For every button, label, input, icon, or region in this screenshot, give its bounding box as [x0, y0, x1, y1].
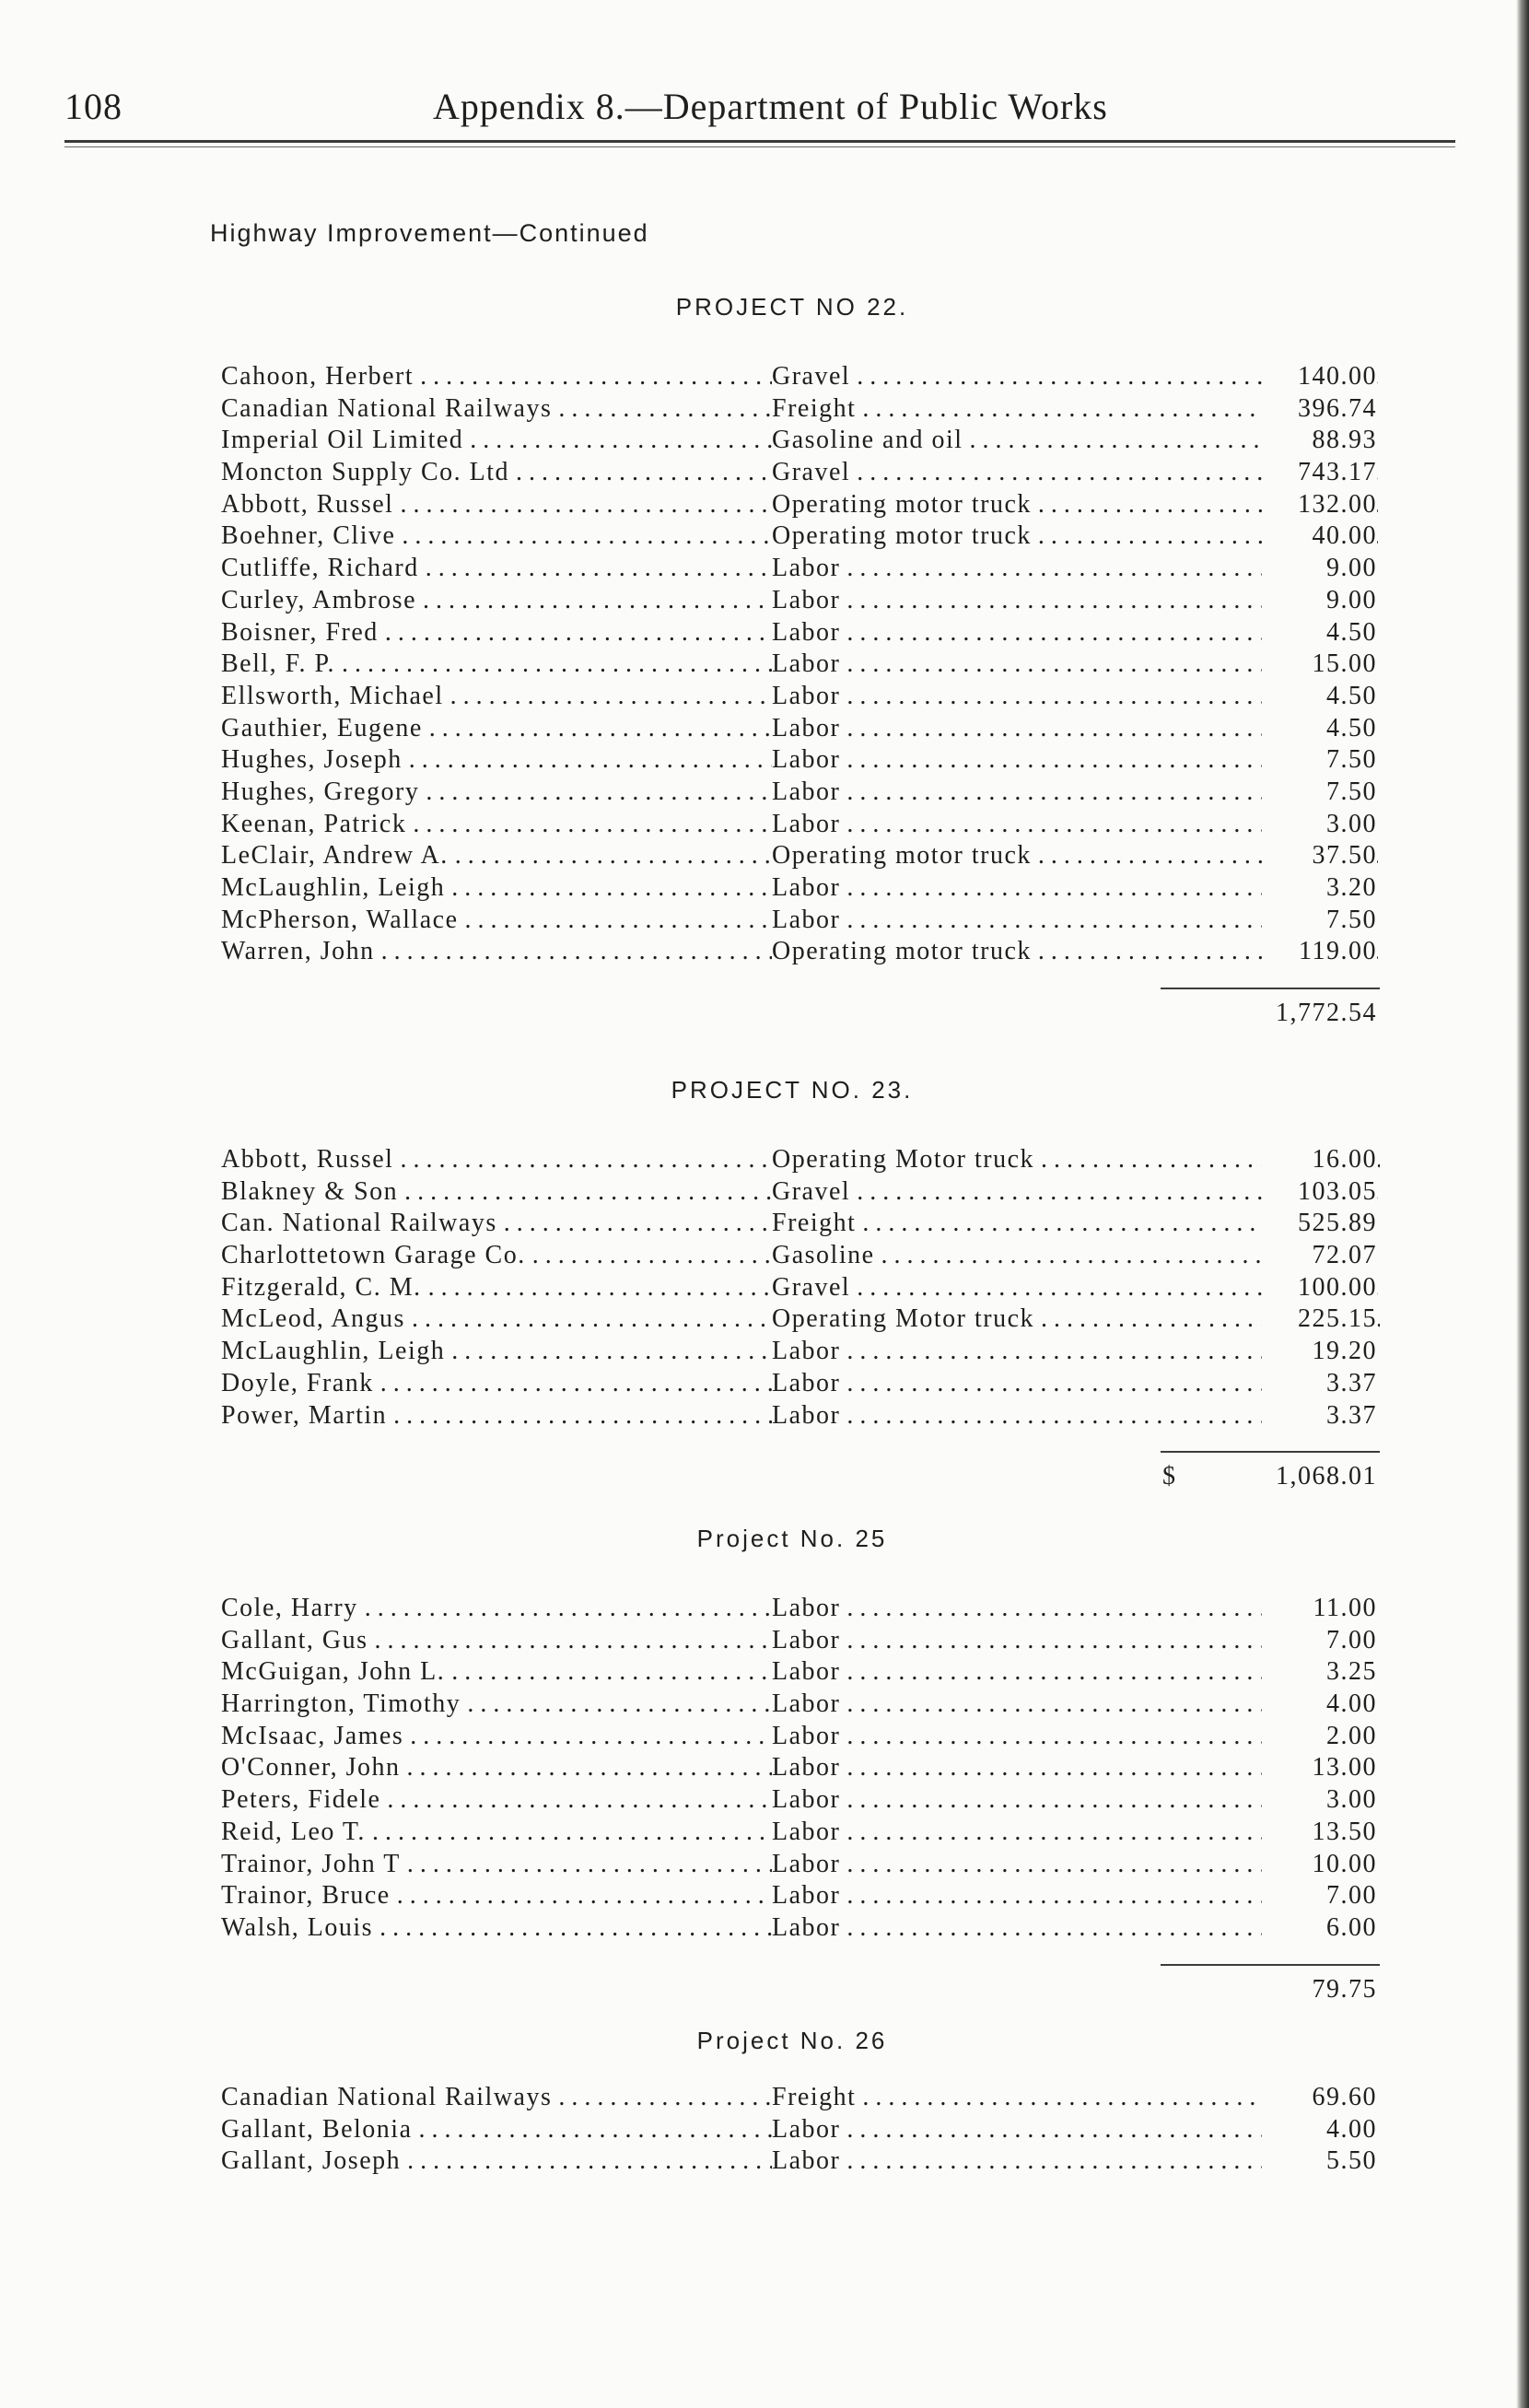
item-description: Labor . . .	[772, 1369, 1380, 1398]
entry-row	[221, 777, 1377, 810]
item-description: Labor . . .	[772, 745, 1380, 775]
subtotal-rule	[1161, 1964, 1380, 1966]
item-description: Labor . . .	[772, 649, 1380, 679]
section-title: Highway Improvement—Continued	[210, 219, 649, 247]
entry-row	[221, 1304, 1377, 1337]
item-amount: 4.50	[1262, 682, 1377, 711]
item-amount: 19.20	[1262, 1337, 1377, 1366]
payee-name: Imperial Oil Limited . . .	[221, 426, 772, 455]
total-amount: 79.75	[1312, 1974, 1377, 2004]
payee-name: McIsaac, James . . .	[221, 1722, 772, 1751]
item-amount: 396.74	[1262, 394, 1377, 424]
item-amount: 140.00	[1262, 362, 1377, 392]
project-heading: Project No. 25	[696, 1525, 888, 1552]
item-amount: 3.00	[1262, 1785, 1377, 1815]
payee-name: Cahoon, Herbert . . .	[221, 362, 772, 392]
item-description: Operating Motor truck . . .	[772, 1304, 1380, 1334]
item-description: Labor . . .	[772, 2146, 1380, 2176]
project-block	[221, 2027, 1377, 2179]
project-block	[221, 293, 1377, 1035]
item-description: Labor . . .	[772, 1913, 1380, 1943]
entry-row	[221, 1337, 1377, 1369]
payee-name: McLaughlin, Leigh . . .	[221, 873, 772, 903]
item-description: Gasoline and oil . . .	[772, 426, 1380, 455]
entry-row	[221, 521, 1377, 554]
item-amount: 100.00	[1262, 1273, 1377, 1303]
item-description: Labor . . .	[772, 1850, 1380, 1879]
project-heading: PROJECT NO. 23.	[671, 1076, 914, 1104]
subtotal-rule	[1161, 1451, 1380, 1453]
item-amount: 7.00	[1262, 1626, 1377, 1655]
entry-list	[221, 1145, 1377, 1432]
item-amount: 4.50	[1262, 714, 1377, 743]
payee-name: Hughes, Joseph . . .	[221, 745, 772, 775]
header-rule	[64, 140, 1455, 143]
entry-row	[221, 2083, 1377, 2115]
entry-row	[221, 1881, 1377, 1913]
item-amount: 119.00	[1262, 937, 1377, 966]
item-amount: 9.00	[1262, 554, 1377, 583]
payee-name: Curley, Ambrose . . .	[221, 586, 772, 615]
item-description: Labor . . .	[772, 1785, 1380, 1815]
item-amount: 37.50	[1262, 841, 1377, 871]
item-amount: 13.50	[1262, 1818, 1377, 1847]
payee-name: Ellsworth, Michael . . .	[221, 682, 772, 711]
item-amount: 4.00	[1262, 1689, 1377, 1719]
payee-name: Charlottetown Garage Co. . . .	[221, 1241, 772, 1270]
entry-row	[221, 458, 1377, 490]
item-description: Gravel . . .	[772, 1273, 1380, 1303]
item-description: Labor . . .	[772, 1401, 1380, 1431]
item-description: Labor . . .	[772, 2115, 1380, 2145]
item-amount: 72.07	[1262, 1241, 1377, 1270]
item-amount: 743.17	[1262, 458, 1377, 487]
payee-name: Gauthier, Eugene . . .	[221, 714, 772, 743]
item-amount: 2.00	[1262, 1722, 1377, 1751]
entry-row	[221, 1594, 1377, 1626]
item-description: Labor . . .	[772, 1722, 1380, 1751]
item-amount: 225.15	[1262, 1304, 1377, 1334]
item-description: Operating motor truck . . .	[772, 841, 1380, 871]
item-amount: 7.50	[1262, 777, 1377, 807]
payee-name: McPherson, Wallace . . .	[221, 906, 772, 935]
item-description: Labor . . .	[772, 810, 1380, 839]
payee-name: Bell, F. P. . . .	[221, 649, 772, 679]
entry-row	[221, 1400, 1377, 1433]
payee-name: Fitzgerald, C. M. . . .	[221, 1273, 772, 1303]
entry-row	[221, 937, 1377, 969]
entry-list	[221, 2083, 1377, 2179]
entry-row	[221, 2114, 1377, 2147]
entry-row	[221, 1912, 1377, 1946]
entry-row	[221, 713, 1377, 746]
item-amount: 40.00	[1262, 521, 1377, 551]
payee-name: Hughes, Gregory . . .	[221, 777, 772, 807]
payee-name: LeClair, Andrew A. . . .	[221, 841, 772, 871]
header-rule-thin	[64, 146, 1455, 147]
page-number: 108	[64, 86, 123, 127]
item-description: Gasoline . . .	[772, 1241, 1380, 1270]
payee-name: Keenan, Patrick . . .	[221, 810, 772, 839]
item-amount: 11.00	[1262, 1594, 1377, 1623]
item-description: Labor . . .	[772, 873, 1380, 903]
item-description: Gravel . . .	[772, 1177, 1380, 1207]
item-description: Freight . . .	[772, 1209, 1380, 1238]
entry-row	[221, 841, 1377, 873]
entry-row	[221, 1657, 1377, 1689]
item-description: Labor . . .	[772, 1881, 1380, 1911]
payee-name: Gallant, Belonia . . .	[221, 2115, 772, 2145]
entry-row	[221, 1785, 1377, 1818]
entry-row	[221, 809, 1377, 842]
item-amount: 5.50	[1262, 2146, 1377, 2176]
entry-row	[221, 1849, 1377, 1882]
entry-row	[221, 905, 1377, 938]
project-total	[221, 999, 1377, 1035]
item-description: Labor . . .	[772, 1626, 1380, 1655]
item-amount: 10.00	[1262, 1850, 1377, 1879]
item-description: Operating Motor truck . . .	[772, 1145, 1380, 1175]
item-amount: 4.00	[1262, 2115, 1377, 2145]
page-edge-shadow	[1516, 0, 1529, 2408]
payee-name: Warren, John . . .	[221, 937, 772, 966]
entry-row	[221, 1368, 1377, 1401]
payee-name: Canadian National Railways . . .	[221, 394, 772, 424]
entry-row	[221, 1241, 1377, 1273]
entry-row	[221, 1721, 1377, 1754]
entry-row	[221, 617, 1377, 650]
payee-name: Trainor, John T . . .	[221, 1850, 772, 1879]
item-amount: 7.00	[1262, 1881, 1377, 1911]
item-amount: 13.00	[1262, 1753, 1377, 1783]
entry-row	[221, 649, 1377, 682]
item-description: Freight . . .	[772, 394, 1380, 424]
item-description: Labor . . .	[772, 1337, 1380, 1366]
project-block	[221, 1525, 1377, 2012]
page-header	[64, 85, 1455, 140]
payee-name: Moncton Supply Co. Ltd . . .	[221, 458, 772, 487]
project-heading: PROJECT NO 22.	[675, 293, 909, 321]
item-description: Gravel . . .	[772, 362, 1380, 392]
item-amount: 103.05	[1262, 1177, 1377, 1207]
item-description: Operating motor truck . . .	[772, 490, 1380, 520]
item-amount: 16.00	[1262, 1145, 1377, 1175]
currency-symbol: $	[1162, 1462, 1177, 1491]
entry-row	[221, 873, 1377, 906]
total-amount: 1,772.54	[1276, 999, 1377, 1028]
payee-name: Gallant, Gus . . .	[221, 1626, 772, 1655]
entry-row	[221, 1145, 1377, 1177]
payee-name: Doyle, Frank . . .	[221, 1369, 772, 1398]
payee-name: O'Conner, John . . .	[221, 1753, 772, 1783]
payee-name: Canadian National Railways . . .	[221, 2083, 772, 2112]
item-description: Operating motor truck . . .	[772, 521, 1380, 551]
entry-row	[221, 2146, 1377, 2179]
subtotal-rule	[1161, 988, 1380, 989]
payee-name: Walsh, Louis . . .	[221, 1913, 772, 1943]
project-total	[221, 1974, 1377, 2012]
total-amount: 1,068.01	[1276, 1462, 1377, 1491]
payee-name: Blakney & Son . . .	[221, 1177, 772, 1207]
item-amount: 525.89	[1262, 1209, 1377, 1238]
payee-name: Can. National Railways . . .	[221, 1209, 772, 1238]
payee-name: Power, Martin . . .	[221, 1401, 772, 1431]
item-amount: 7.50	[1262, 906, 1377, 935]
item-amount: 9.00	[1262, 586, 1377, 615]
item-amount: 4.50	[1262, 618, 1377, 648]
item-amount: 88.93	[1262, 426, 1377, 455]
entry-row	[221, 393, 1377, 427]
entry-row	[221, 489, 1377, 522]
entry-row	[221, 554, 1377, 586]
entry-row	[221, 1753, 1377, 1785]
payee-name: Trainor, Bruce . . .	[221, 1881, 772, 1911]
payee-name: Reid, Leo T. . . .	[221, 1818, 772, 1847]
item-description: Freight . . .	[772, 2083, 1380, 2112]
item-description: Operating motor truck . . .	[772, 937, 1380, 966]
entry-list	[221, 1594, 1377, 1946]
payee-name: Cole, Harry . . .	[221, 1594, 772, 1623]
project-heading: Project No. 26	[696, 2027, 888, 2054]
item-description: Labor . . .	[772, 1594, 1380, 1623]
payee-name: Boisner, Fred . . .	[221, 618, 772, 648]
item-description: Labor . . .	[772, 682, 1380, 711]
payee-name: McLaughlin, Leigh . . .	[221, 1337, 772, 1366]
running-head: Appendix 8.—Department of Public Works	[433, 86, 1108, 127]
item-description: Labor . . .	[772, 906, 1380, 935]
payee-name: Cutliffe, Richard . . .	[221, 554, 772, 583]
entry-row	[221, 1625, 1377, 1658]
payee-name: McGuigan, John L. . . .	[221, 1657, 772, 1687]
item-description: Labor . . .	[772, 1818, 1380, 1847]
item-amount: 6.00	[1262, 1913, 1377, 1943]
item-description: Labor . . .	[772, 618, 1380, 648]
payee-name: Gallant, Joseph . . .	[221, 2146, 772, 2176]
entry-row	[221, 585, 1377, 618]
item-description: Labor . . .	[772, 586, 1380, 615]
item-amount: 3.20	[1262, 873, 1377, 903]
project-block	[221, 1076, 1377, 1499]
entry-row	[221, 426, 1377, 458]
entry-row	[221, 745, 1377, 777]
payee-name: Peters, Fidele . . .	[221, 1785, 772, 1815]
entry-row	[221, 362, 1377, 394]
entry-row	[221, 1209, 1377, 1241]
entry-row	[221, 1689, 1377, 1722]
entry-row	[221, 1272, 1377, 1305]
item-amount: 69.60	[1262, 2083, 1377, 2112]
item-description: Labor . . .	[772, 1657, 1380, 1687]
item-description: Gravel . . .	[772, 458, 1380, 487]
project-total	[221, 1462, 1377, 1499]
item-amount: 7.50	[1262, 745, 1377, 775]
entry-row	[221, 1176, 1377, 1210]
payee-name: McLeod, Angus . . .	[221, 1304, 772, 1334]
entry-row	[221, 1817, 1377, 1850]
item-description: Labor . . .	[772, 1753, 1380, 1783]
payee-name: Abbott, Russel . . .	[221, 490, 772, 520]
payee-name: Harrington, Timothy . . .	[221, 1689, 772, 1719]
item-amount: 3.00	[1262, 810, 1377, 839]
entry-list	[221, 362, 1377, 969]
item-amount: 132.00	[1262, 490, 1377, 520]
item-amount: 15.00	[1262, 649, 1377, 679]
item-description: Labor . . .	[772, 777, 1380, 807]
item-description: Labor . . .	[772, 714, 1380, 743]
item-amount: 3.37	[1262, 1401, 1377, 1431]
item-description: Labor . . .	[772, 1689, 1380, 1719]
item-amount: 3.37	[1262, 1369, 1377, 1398]
payee-name: Boehner, Clive . . .	[221, 521, 772, 551]
payee-name: Abbott, Russel . . .	[221, 1145, 772, 1175]
item-amount: 3.25	[1262, 1657, 1377, 1687]
entry-row	[221, 681, 1377, 714]
item-description: Labor . . .	[772, 554, 1380, 583]
